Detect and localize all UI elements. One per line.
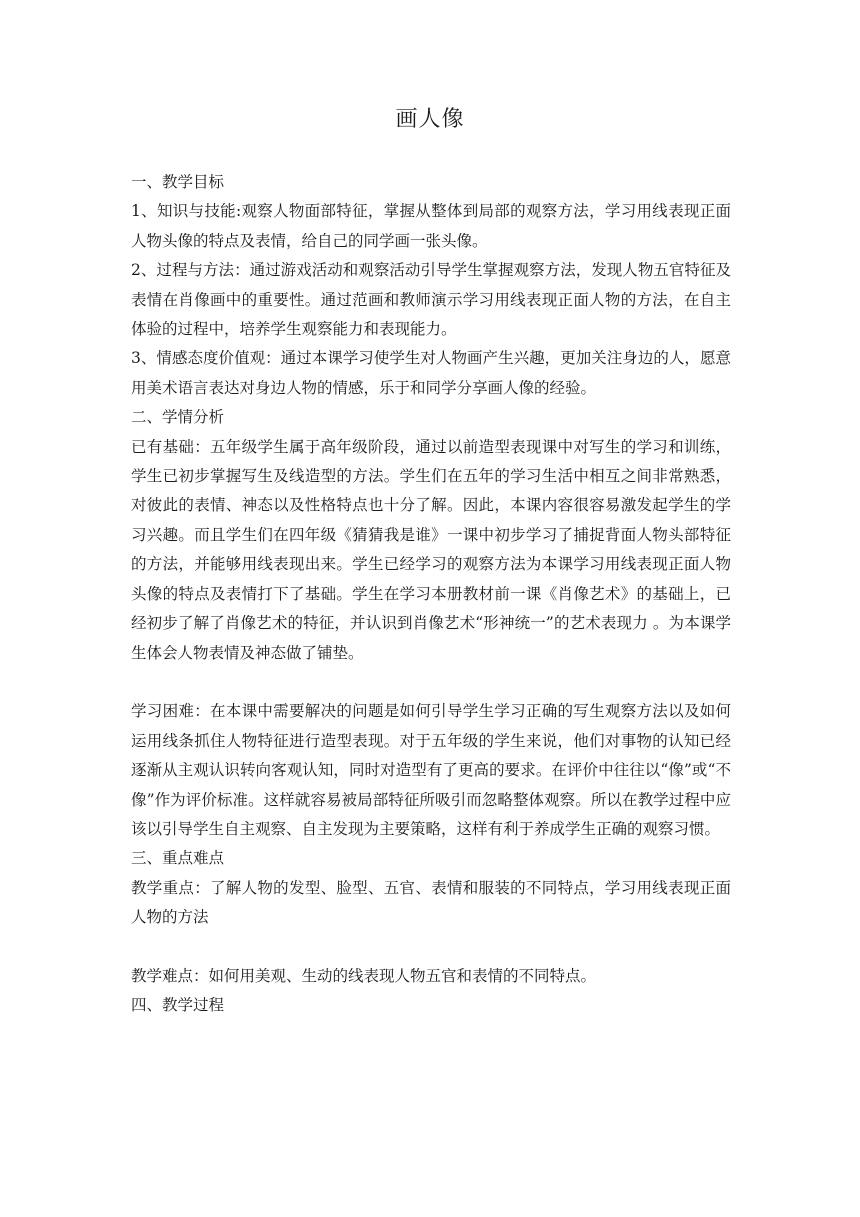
paragraph-teaching-difficulty: 教学难点：如何用美观、生动的线表现人物五官和表情的不同特点。: [131, 966, 597, 985]
paragraph-learning-difficulty: 学习困难：在本课中需要解决的问题是如何引导学生学习正确的写生观察方法以及如何运用线条抓住人物特征进行造型表现。对于五年级的学生来说，他们对事物的认知已经逐渐从主观认识转向客观认知，同时对造型有了更高的要求。在评价中往往以“像”或“不像”作为评价标准。这样就容易被局部特征所吸引而忽略整体观察。所以在教学过程中应该以引导学生自主观察、自主发现为主要策略，这样有利于养成学生正确的观察习惯。: [131, 702, 731, 838]
objective-emotion-values: 3、情感态度价值观：通过本课学习使学生对人物画产生兴趣，更加关注身边的人，愿意用美术语言表达对身边人物的情感，乐于和同学分享画人像的经验。: [131, 349, 731, 397]
paragraph-existing-foundation: 已有基础：五年级学生属于高年级阶段，通过以前造型表现课中对写生的学习和训练，学生已初步掌握写生及线造型的方法。学生们在五年的学习生活中相互之间非常熟悉，对彼此的表情、神态以及性格特点也十分了解。因此，本课内容很容易激发起学生的学习兴趣。而且学生们在四年级《猜猜我是谁》一课中初步学习了捕捉背面人物头部特征的方法，并能够用线表现出来。学生已经学习的观察方法为本课学习用线表现正面人物头像的特点及表情打下了基础。学生在学习本册教材前一课《肖像艺术》的基础上，已经初步了解了肖像艺术的特征，并认识到肖像艺术“形神统一”的艺术表现力 。为本课学生体会人物表情及神态做了铺垫。: [131, 437, 731, 662]
section-heading-student-analysis: 二、学情分析: [131, 408, 225, 427]
blank-line: [131, 933, 731, 962]
paragraph-teaching-focus: 教学重点：了解人物的发型、脸型、五官、表情和服装的不同特点，学习用线表现正面人物的方法: [131, 878, 731, 927]
objective-process-methods: 2、过程与方法：通过游戏活动和观察活动引导学生掌握观察方法，发现人物五官特征及表情在肖像画中的重要性。通过范画和教师演示学习用线表现正面人物的方法，在自主体验的过程中，培养学生观察能力和表现能力。: [131, 261, 731, 339]
blank-line: [131, 668, 731, 697]
objective-knowledge-skills: 1、知识与技能:观察人物面部特征，掌握从整体到局部的观察方法，学习用线表现正面人物头像的特点及表情，给自己的同学画一张头像。: [131, 202, 731, 250]
document-body: [131, 168, 731, 1021]
document-title: 画人像: [395, 107, 465, 132]
section-heading-objectives: 一、教学目标: [131, 173, 225, 191]
section-heading-key-points: 三、重点难点: [131, 849, 225, 868]
section-heading-teaching-process: 四、教学过程: [131, 996, 225, 1015]
